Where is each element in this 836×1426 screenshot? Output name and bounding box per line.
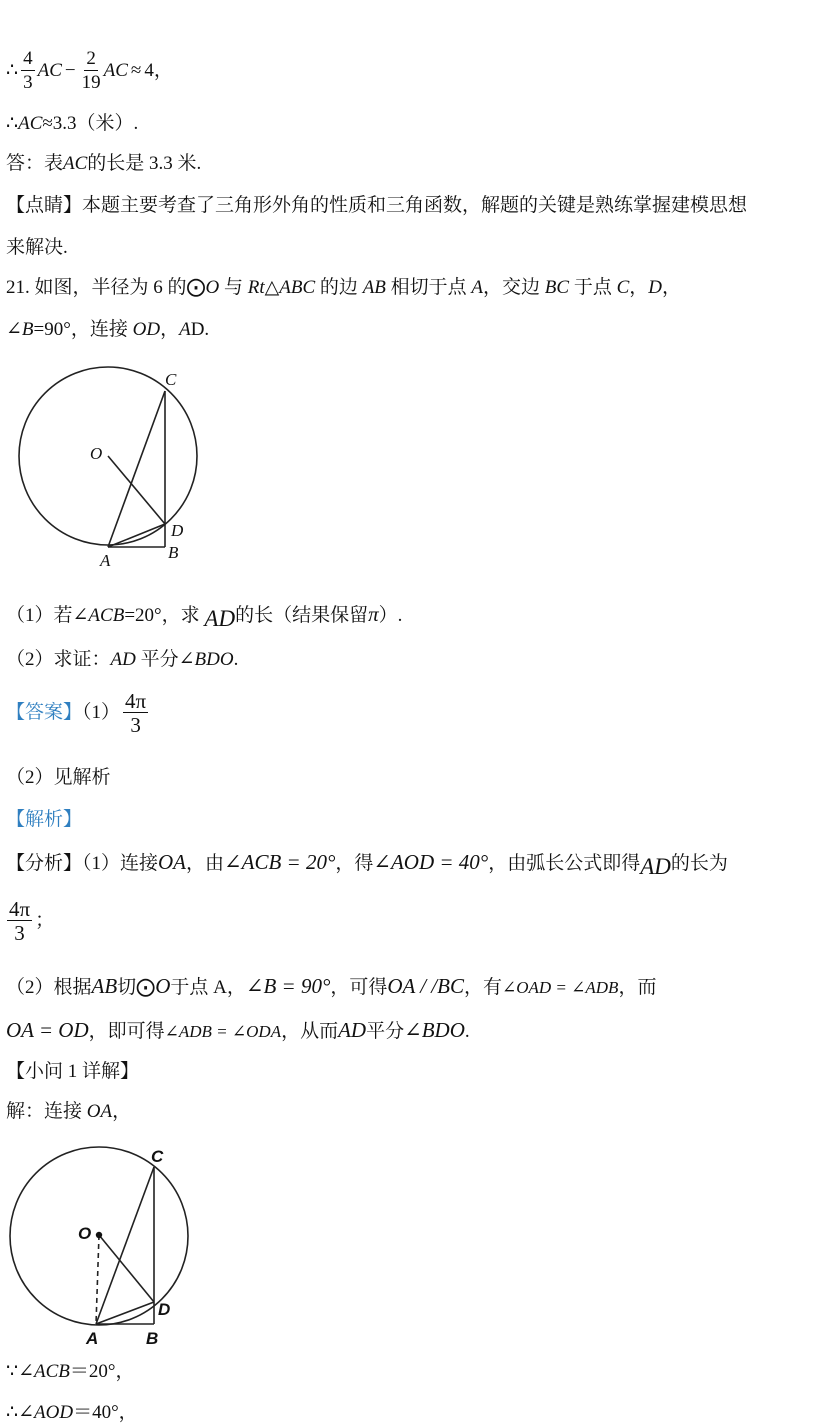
question-21-line-2: ∠B=90°，连接 OD，AD. xyxy=(6,319,210,340)
fenxi-line-2: （2）根据AB切⨀O于点 A，∠B = 90°，可得OA / /BC，有∠OAD = ∠ADB，而 xyxy=(6,974,657,998)
analysis-tag: 【解析】 xyxy=(6,809,83,830)
arc-ad: AD xyxy=(204,606,236,631)
therefore-line: ∴∠AOD＝40°， xyxy=(6,1402,138,1423)
fraction-4-3: $\frac{4}{3}$ xyxy=(23,48,33,93)
center-point-o xyxy=(96,1232,102,1238)
answer-tag: 【答案】 xyxy=(6,701,83,723)
label-b-2: B xyxy=(146,1329,159,1348)
fraction-4pi-3: $\frac{4\pi}{3}$ xyxy=(125,689,147,737)
sub-question-1: （1）若∠ACB=20°，求 AD的长（结果保留π）. xyxy=(6,602,403,631)
answer-2: （2）见解析 xyxy=(6,767,111,788)
segment-ac-2 xyxy=(96,1167,154,1324)
label-d: D xyxy=(171,521,184,540)
label-a: A xyxy=(100,551,111,570)
fenxi-line-1: 【分析】（1）连接OA，由∠ACB = 20°，得∠AOD = 40°，由弧长公式即得AD的长为 xyxy=(6,850,728,879)
therefore-symbol: ∴ xyxy=(6,59,19,81)
answer-line: 答：表AC的长是 3.3 米. xyxy=(6,153,202,174)
sub-question-2: （2）求证：AD 平分∠BDO. xyxy=(6,649,239,670)
dianjing-paragraph: 【点睛】本题主要考查了三角形外角的性质和三角函数，解题的关键是熟练掌握建模思想 xyxy=(6,195,748,216)
fraction-4pi-3-b: $\frac{4\pi}{3}$ xyxy=(9,897,31,945)
equation-line-1: ∴ $\frac{4}{3}$ AC − $\frac{2}{19}$ AC ≈ 4， xyxy=(6,48,173,93)
dianjing-paragraph-end: 来解决. xyxy=(6,237,68,258)
label-o-2: O xyxy=(78,1224,92,1243)
answer-block: 【答案】（1） $\frac{4\pi}{3}$ xyxy=(6,689,147,737)
fraction-2-19: $\frac{2}{19}$ xyxy=(81,48,101,93)
solution-line: 解：连接 OA， xyxy=(6,1101,132,1122)
fenxi-fraction: $\frac{4\pi}{3}$ ； xyxy=(9,897,55,945)
label-d-2: D xyxy=(158,1300,171,1319)
label-c-2: C xyxy=(151,1147,164,1166)
sub-detail-heading: 【小问 1 详解】 xyxy=(6,1061,140,1082)
label-b: B xyxy=(168,543,179,562)
label-o: O xyxy=(90,444,103,463)
because-line: ∵∠ACB＝20°， xyxy=(6,1361,135,1382)
segment-oa-dashed xyxy=(96,1235,99,1324)
arc-ad-2: AD xyxy=(640,854,671,879)
fenxi-line-3: OA = OD，即可得∠ADB = ∠ODA，从而AD平分∠BDO. xyxy=(6,1018,470,1042)
label-a-2: A xyxy=(86,1329,99,1348)
segment-od xyxy=(108,456,165,524)
segment-ad xyxy=(108,524,165,547)
equation-line-2: ∴AC≈3.3（米）. xyxy=(6,113,139,134)
segment-ac xyxy=(108,391,165,547)
geometry-figure-1 xyxy=(10,360,210,570)
question-21-line-1: 21. 如图，半径为 6 的⨀O 与 Rt△ABC 的边 AB 相切于点 A，交边 BC 于点 C，D， xyxy=(6,277,682,298)
geometry-figure-2 xyxy=(4,1138,204,1353)
label-c: C xyxy=(165,370,177,389)
